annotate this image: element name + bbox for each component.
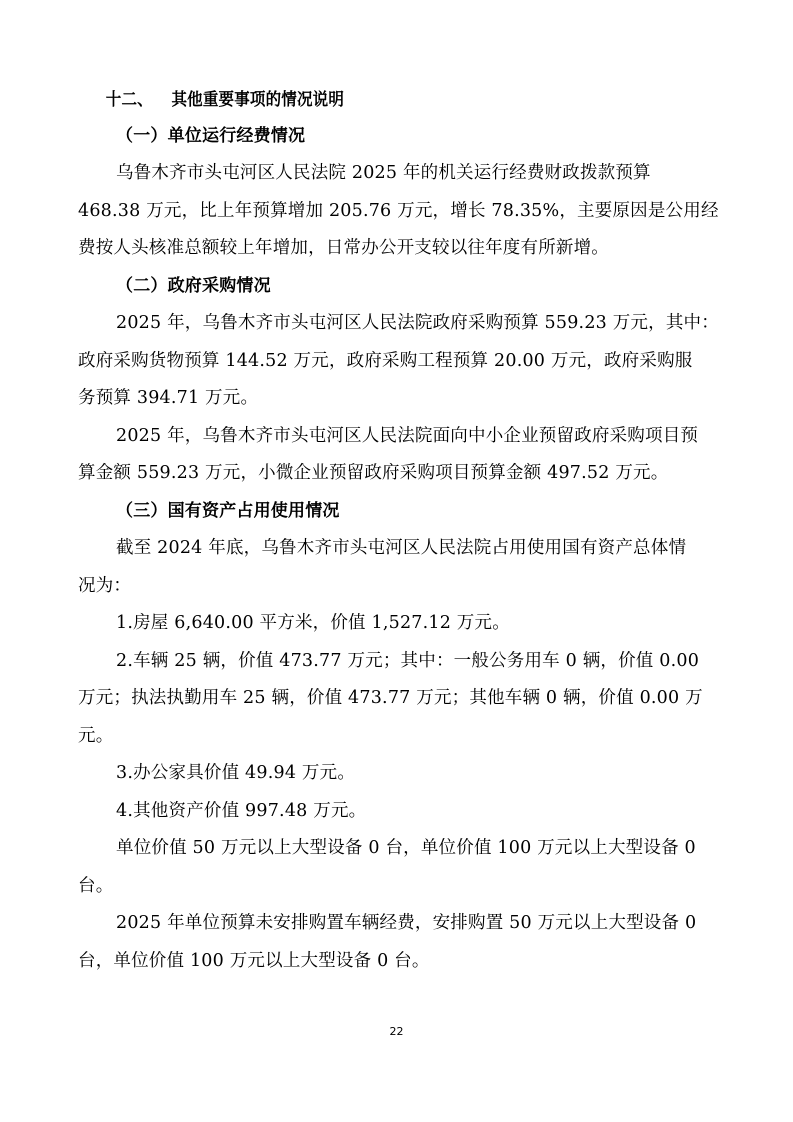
paragraph-line: 468.38 万元，比上年预算增加 205.76 万元，增长 78.35%，主要原因是公用经: [78, 201, 719, 221]
paragraph-line: 截至 2024 年底，乌鲁木齐市头屯河区人民法院占用使用国有资产总体情: [116, 538, 687, 558]
paragraph-line: 万元；执法执勤用车 25 辆，价值 473.77 万元；其他车辆 0 辆，价值 0.00 万: [78, 688, 703, 708]
paragraph-line: 元。: [78, 726, 114, 746]
section-title: 其他重要事项的情况说明: [171, 90, 345, 110]
paragraph-line: 费按人头核准总额较上年增加，日常办公开支较以往年度有所新增。: [78, 238, 609, 258]
page-number: 22: [389, 1025, 404, 1038]
paragraph-line: 乌鲁木齐市头屯河区人民法院 2025 年的机关运行经费财政拨款预算: [116, 163, 651, 183]
paragraph-line: 2025 年，乌鲁木齐市头屯河区人民法院面向中小企业预留政府采购项目预: [116, 426, 699, 446]
list-item-furniture: 3.办公家具价值 49.94 万元。: [116, 763, 356, 783]
list-item-vehicles: 2.车辆 25 辆，价值 473.77 万元；其中：一般公务用车 0 辆，价值 0.00: [116, 651, 700, 671]
subsection-heading-state-assets: （三）国有资产占用使用情况: [116, 501, 340, 521]
subsection-heading-procurement: （二）政府采购情况: [116, 276, 271, 296]
paragraph-line: 2025 年，乌鲁木齐市头屯河区人民法院政府采购预算 559.23 万元，其中：: [116, 313, 719, 333]
paragraph-line: 台。: [78, 876, 114, 896]
paragraph-line: 务预算 394.71 万元。: [78, 388, 259, 408]
paragraph-line: 况为：: [78, 576, 132, 596]
paragraph-line: 政府采购货物预算 144.52 万元，政府采购工程预算 20.00 万元，政府采购服: [78, 351, 693, 371]
paragraph-line: 台，单位价值 100 万元以上大型设备 0 台。: [78, 951, 430, 971]
list-item-housing: 1.房屋 6,640.00 平方米，价值 1,527.12 万元。: [116, 613, 510, 633]
paragraph-line: 算金额 559.23 万元，小微企业预留政府采购项目预算金额 497.52 万元。: [78, 463, 669, 483]
subsection-heading-operating-costs: （一）单位运行经费情况: [116, 126, 306, 146]
paragraph-line: 2025 年单位预算未安排购置车辆经费，安排购置 50 万元以上大型设备 0: [116, 913, 697, 933]
list-item-other-assets: 4.其他资产价值 997.48 万元。: [116, 801, 367, 821]
paragraph-line: 单位价值 50 万元以上大型设备 0 台，单位价值 100 万元以上大型设备 0: [116, 838, 696, 858]
section-number: 十二、: [105, 90, 153, 110]
